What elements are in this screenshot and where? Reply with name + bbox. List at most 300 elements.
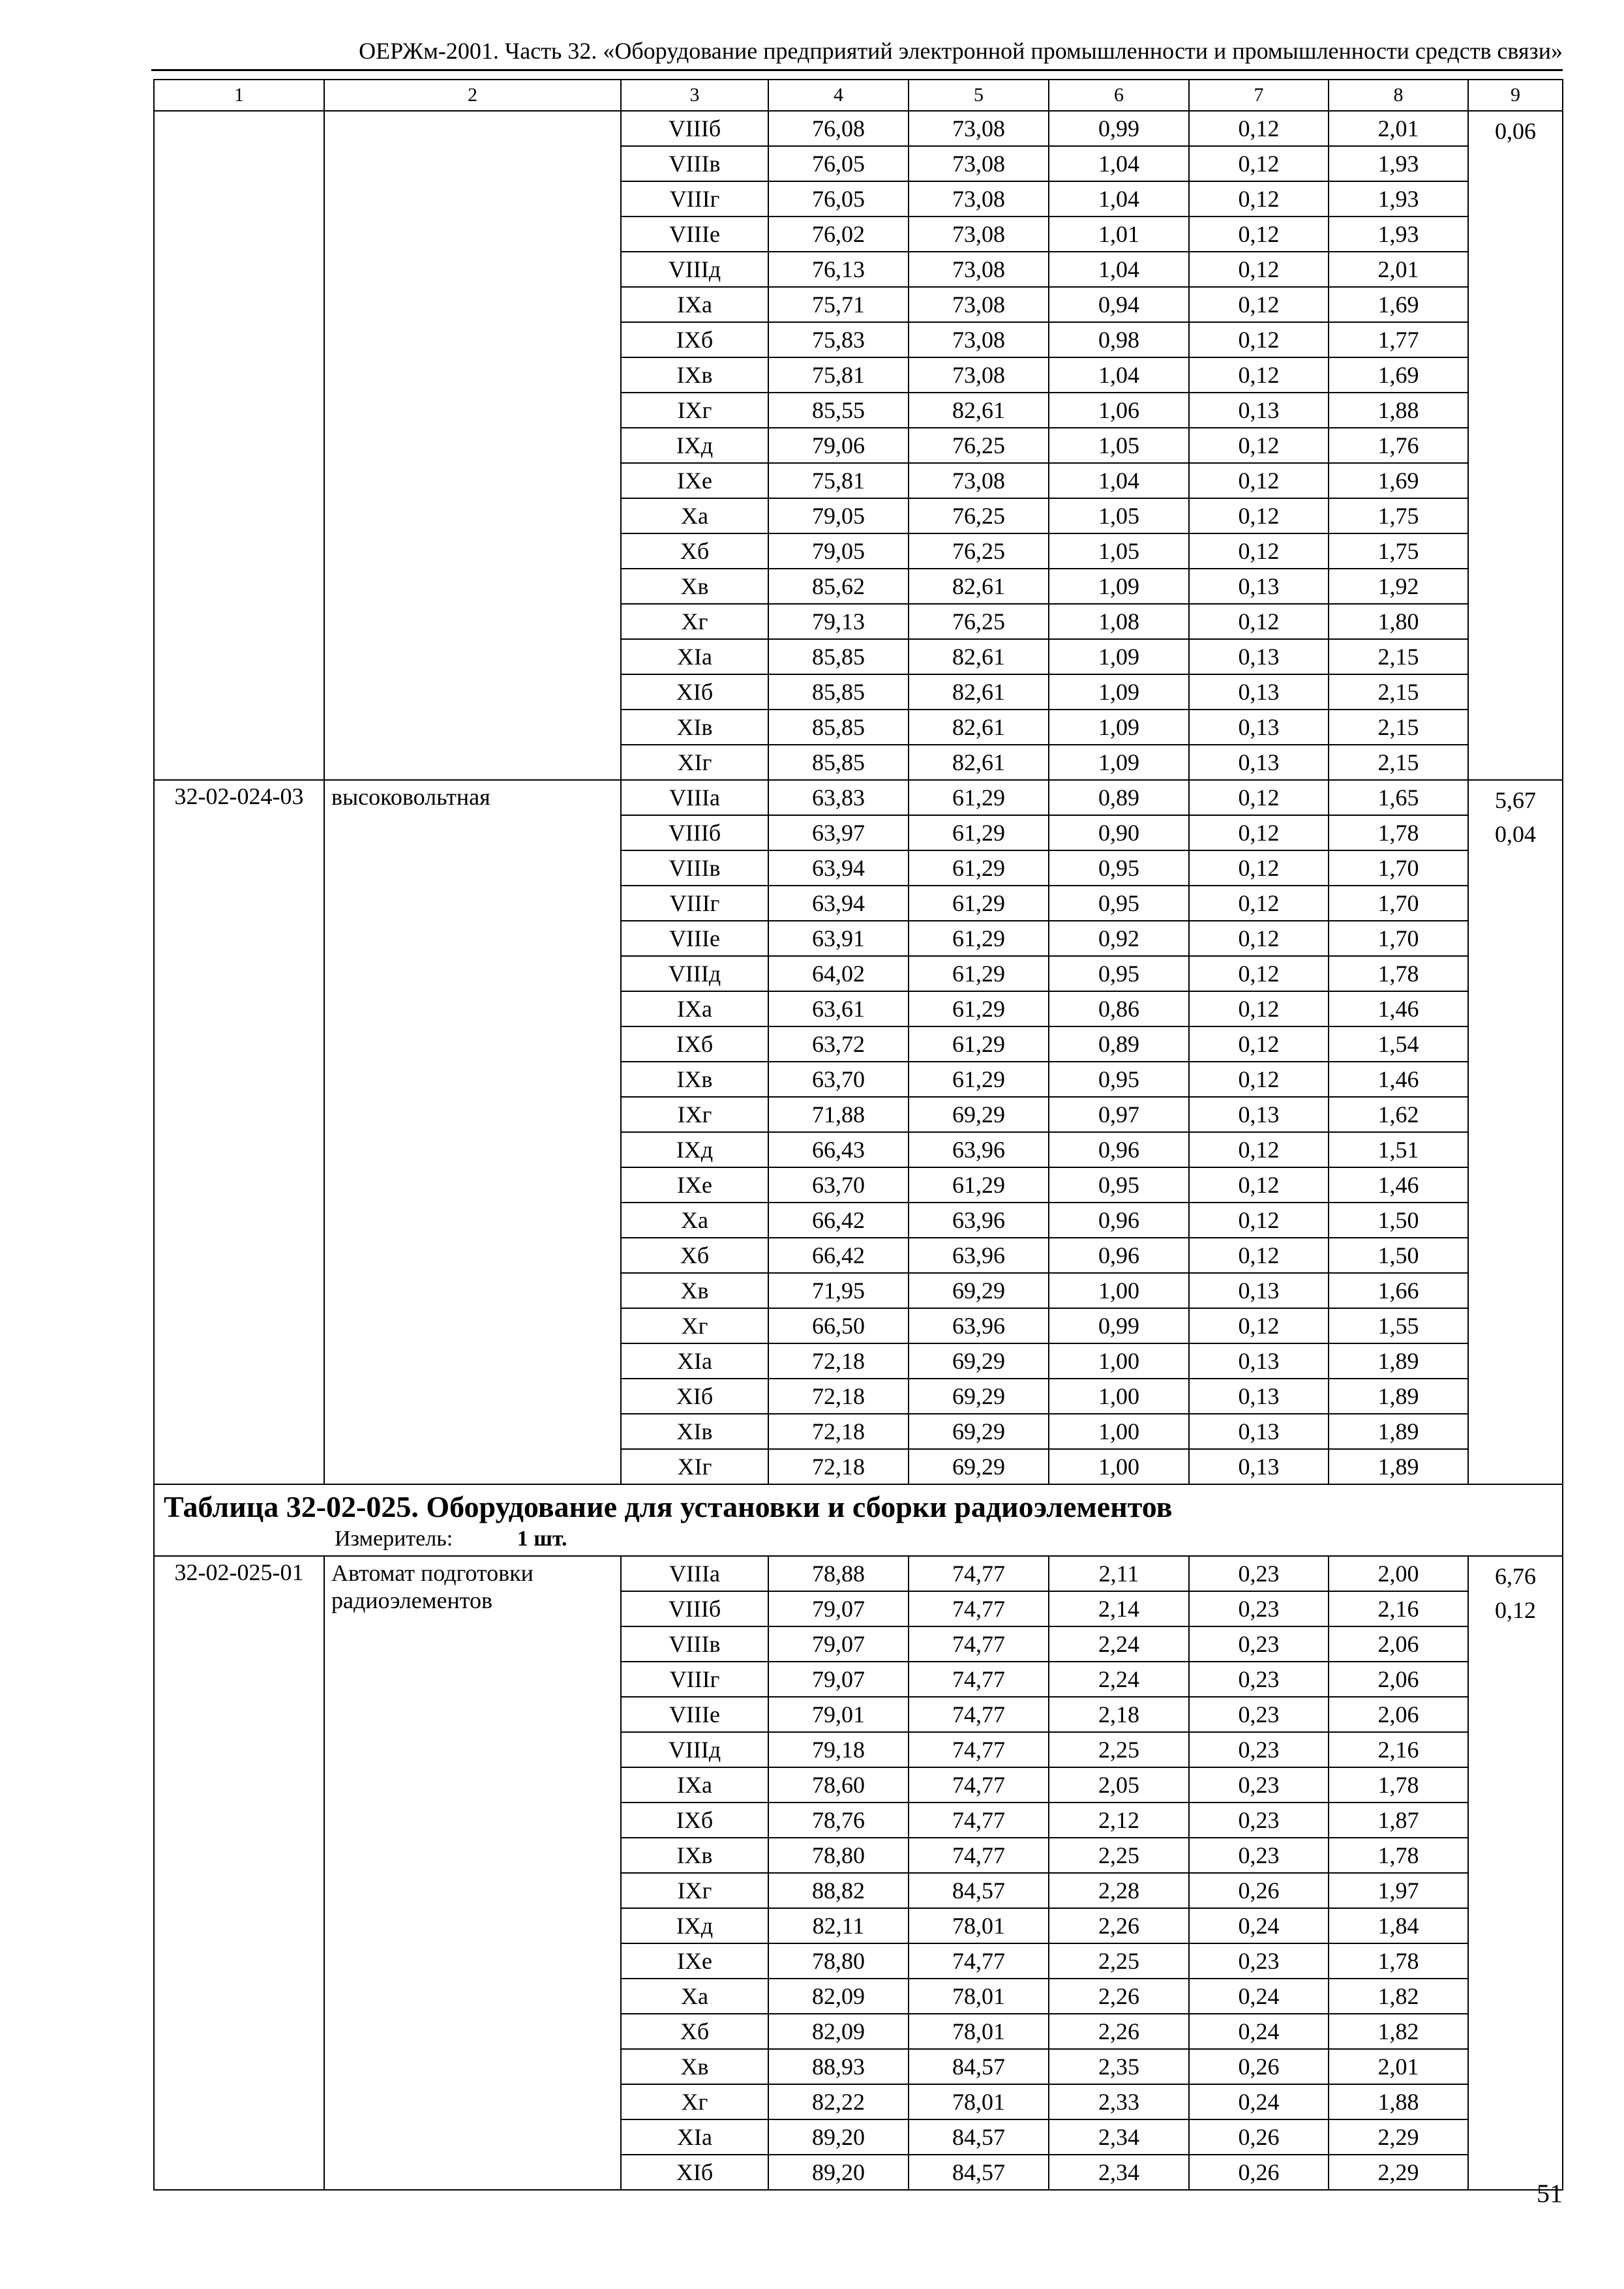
table-cell: 69,29 — [909, 1273, 1049, 1308]
table-cell: VIIIд — [621, 956, 768, 991]
col9-cell — [1468, 1556, 1563, 2190]
table-cell: VIIIе — [621, 921, 768, 956]
table-cell: 0,96 — [1049, 1203, 1189, 1238]
table-cell: 79,07 — [768, 1662, 909, 1697]
table-cell: 1,01 — [1049, 217, 1189, 252]
table-cell: 0,89 — [1049, 1026, 1189, 1062]
table-cell: 1,70 — [1329, 886, 1468, 921]
table-cell: 82,22 — [768, 2084, 909, 2119]
table-cell: 78,76 — [768, 1803, 909, 1838]
table-cell: 1,46 — [1329, 1167, 1468, 1203]
column-number: 5 — [909, 80, 1049, 111]
col9-value: 6,76 — [1495, 1563, 1536, 1589]
table-cell: 0,26 — [1189, 2049, 1329, 2084]
table-cell: 88,82 — [768, 1873, 909, 1908]
table-cell: 72,18 — [768, 1449, 909, 1484]
table-cell: 76,25 — [909, 498, 1049, 533]
table-cell: 2,16 — [1329, 1732, 1468, 1767]
table-cell: 78,01 — [909, 2014, 1049, 2049]
table-cell: 88,93 — [768, 2049, 909, 2084]
table-cell: Xв — [621, 2049, 768, 2084]
table-cell: XIб — [621, 1379, 768, 1414]
table-cell: 1,09 — [1049, 674, 1189, 710]
table-cell: 85,55 — [768, 393, 909, 428]
section-header — [154, 1484, 1563, 1556]
table-cell: 0,23 — [1189, 1803, 1329, 1838]
table-cell: 85,85 — [768, 639, 909, 674]
table-cell: 73,08 — [909, 357, 1049, 393]
table-cell: 63,94 — [768, 886, 909, 921]
table-cell: 82,11 — [768, 1908, 909, 1943]
table-cell: 1,78 — [1329, 815, 1468, 850]
table-cell: 2,34 — [1049, 2155, 1189, 2190]
table-cell: 85,85 — [768, 710, 909, 745]
table-cell: 78,80 — [768, 1943, 909, 1979]
table-cell: 74,77 — [909, 1556, 1049, 1591]
table-cell: 1,04 — [1049, 357, 1189, 393]
table-cell: 0,13 — [1189, 1414, 1329, 1449]
table-cell: 0,23 — [1189, 1838, 1329, 1873]
table-cell: 0,12 — [1189, 1308, 1329, 1343]
table-cell: 2,14 — [1049, 1591, 1189, 1626]
table-cell: Xв — [621, 1273, 768, 1308]
resource-code-cell: 32-02-025-01 — [154, 1556, 324, 2190]
table-cell: VIIIб — [621, 1591, 768, 1626]
table-cell: 61,29 — [909, 1167, 1049, 1203]
table-cell: 74,77 — [909, 1697, 1049, 1732]
table-cell: 0,86 — [1049, 991, 1189, 1026]
table-cell: 1,00 — [1049, 1379, 1189, 1414]
table-cell: VIIIв — [621, 850, 768, 886]
table-cell: 1,70 — [1329, 921, 1468, 956]
table-cell: 0,12 — [1189, 111, 1329, 146]
table-cell: 1,51 — [1329, 1132, 1468, 1167]
table-cell: 78,01 — [909, 2084, 1049, 2119]
table-cell: 82,61 — [909, 569, 1049, 604]
table-cell: 2,29 — [1329, 2155, 1468, 2190]
table-cell: 0,26 — [1189, 2119, 1329, 2155]
table-cell: 73,08 — [909, 146, 1049, 181]
table-cell: 69,29 — [909, 1343, 1049, 1379]
table-row — [154, 111, 1563, 146]
resource-name-cell: Автомат подготовки радиоэлементов — [324, 1556, 621, 2190]
table-cell: XIг — [621, 1449, 768, 1484]
table-cell: 61,29 — [909, 956, 1049, 991]
table-cell: 1,76 — [1329, 428, 1468, 463]
resource-name-cell: высоковольтная — [324, 780, 621, 1484]
table-cell: 2,01 — [1329, 252, 1468, 287]
table-cell: XIа — [621, 2119, 768, 2155]
table-cell: 1,69 — [1329, 357, 1468, 393]
table-cell: 63,83 — [768, 780, 909, 815]
table-cell: IXв — [621, 357, 768, 393]
table-cell: 84,57 — [909, 1873, 1049, 1908]
table-cell: 69,29 — [909, 1449, 1049, 1484]
table-cell: 0,12 — [1189, 991, 1329, 1026]
table-cell: 2,01 — [1329, 2049, 1468, 2084]
table-cell: 78,80 — [768, 1838, 909, 1873]
table-cell: 2,26 — [1049, 1979, 1189, 2014]
table-cell: 71,95 — [768, 1273, 909, 1308]
table-cell: 1,05 — [1049, 533, 1189, 569]
table-cell: 1,09 — [1049, 639, 1189, 674]
table-cell: 2,15 — [1329, 745, 1468, 780]
table-cell: IXе — [621, 1167, 768, 1203]
table-cell: 0,23 — [1189, 1556, 1329, 1591]
table-cell: 2,15 — [1329, 674, 1468, 710]
table-cell: 0,92 — [1049, 921, 1189, 956]
table-cell: 76,13 — [768, 252, 909, 287]
table-cell: Xб — [621, 1238, 768, 1273]
table-cell: VIIIе — [621, 1697, 768, 1732]
table-cell: 0,95 — [1049, 850, 1189, 886]
column-number: 2 — [324, 80, 621, 111]
table-cell: 75,83 — [768, 322, 909, 357]
table-cell: 61,29 — [909, 850, 1049, 886]
table-cell: 0,98 — [1049, 322, 1189, 357]
table-cell: 78,01 — [909, 1908, 1049, 1943]
table-cell: 0,94 — [1049, 287, 1189, 322]
table-cell: IXд — [621, 1908, 768, 1943]
column-number: 6 — [1049, 80, 1189, 111]
table-cell: 1,00 — [1049, 1273, 1189, 1308]
table-cell: 0,97 — [1049, 1097, 1189, 1132]
table-cell: 89,20 — [768, 2155, 909, 2190]
table-cell: 82,09 — [768, 2014, 909, 2049]
table-cell: 73,08 — [909, 463, 1049, 498]
table-cell: 2,15 — [1329, 710, 1468, 745]
table-cell: 2,06 — [1329, 1662, 1468, 1697]
table-cell: 0,12 — [1189, 428, 1329, 463]
table-cell: XIб — [621, 2155, 768, 2190]
table-cell: 1,89 — [1329, 1414, 1468, 1449]
table-cell: 63,97 — [768, 815, 909, 850]
table-cell: IXа — [621, 991, 768, 1026]
table-cell: 74,77 — [909, 1662, 1049, 1697]
table-cell: VIIIд — [621, 1732, 768, 1767]
table-cell: 1,09 — [1049, 745, 1189, 780]
table-cell: 0,12 — [1189, 1062, 1329, 1097]
table-cell: 0,12 — [1189, 1203, 1329, 1238]
table-cell: VIIIб — [621, 111, 768, 146]
table-cell: 72,18 — [768, 1379, 909, 1414]
resource-code-cell — [154, 111, 324, 780]
table-cell: 84,57 — [909, 2119, 1049, 2155]
table-cell: XIб — [621, 674, 768, 710]
table-cell: 61,29 — [909, 1026, 1049, 1062]
table-cell: 0,12 — [1189, 1238, 1329, 1273]
table-cell: 2,25 — [1049, 1732, 1189, 1767]
table-cell: 0,23 — [1189, 1943, 1329, 1979]
table-cell: 1,93 — [1329, 146, 1468, 181]
table-cell: IXв — [621, 1062, 768, 1097]
table-cell: 78,60 — [768, 1767, 909, 1803]
table-cell: 0,12 — [1189, 1167, 1329, 1203]
table-cell: 79,06 — [768, 428, 909, 463]
table-row — [154, 1556, 1563, 1591]
table-cell: 74,77 — [909, 1732, 1049, 1767]
table-cell: 2,12 — [1049, 1803, 1189, 1838]
table-cell: 0,99 — [1049, 1308, 1189, 1343]
table-cell: 61,29 — [909, 921, 1049, 956]
table-cell: 74,77 — [909, 1803, 1049, 1838]
table-cell: IXв — [621, 1838, 768, 1873]
table-cell: 63,61 — [768, 991, 909, 1026]
section-title: Таблица 32-02-025. Оборудование для установки и сборки радиоэлементов — [164, 1490, 1173, 1523]
table-cell: 0,95 — [1049, 1167, 1189, 1203]
meter-label: Измеритель: — [335, 1527, 453, 1551]
table-cell: 76,25 — [909, 604, 1049, 639]
table-cell: IXг — [621, 1097, 768, 1132]
col9-value: 0,04 — [1495, 821, 1536, 847]
table-cell: 79,07 — [768, 1626, 909, 1662]
table-cell: 1,69 — [1329, 287, 1468, 322]
table-cell: 0,12 — [1189, 886, 1329, 921]
table-cell: 2,28 — [1049, 1873, 1189, 1908]
table-cell: 61,29 — [909, 991, 1049, 1026]
table-cell: XIа — [621, 639, 768, 674]
table-cell: Xа — [621, 1979, 768, 2014]
table-cell: 2,25 — [1049, 1943, 1189, 1979]
table-cell: 63,94 — [768, 850, 909, 886]
table-cell: 82,61 — [909, 710, 1049, 745]
table-cell: 0,12 — [1189, 217, 1329, 252]
table-cell: 1,65 — [1329, 780, 1468, 815]
table-cell: 0,13 — [1189, 1449, 1329, 1484]
table-cell: XIв — [621, 1414, 768, 1449]
table-cell: VIIIа — [621, 1556, 768, 1591]
table-cell: 0,99 — [1049, 111, 1189, 146]
table-cell: 1,88 — [1329, 393, 1468, 428]
table-cell: 74,77 — [909, 1591, 1049, 1626]
table-cell: 1,82 — [1329, 2014, 1468, 2049]
table-cell: 2,24 — [1049, 1662, 1189, 1697]
table-cell: 0,12 — [1189, 357, 1329, 393]
table-cell: 0,13 — [1189, 639, 1329, 674]
table-cell: 76,02 — [768, 217, 909, 252]
table-cell: 2,29 — [1329, 2119, 1468, 2155]
table-cell: 2,24 — [1049, 1626, 1189, 1662]
meter-value: 1 шт. — [517, 1527, 567, 1551]
column-number: 3 — [621, 80, 768, 111]
table-cell: 2,01 — [1329, 111, 1468, 146]
section-heading-cell — [154, 1484, 1563, 1556]
table-cell: 0,13 — [1189, 710, 1329, 745]
table-cell: 1,54 — [1329, 1026, 1468, 1062]
table-cell: 75,71 — [768, 287, 909, 322]
table-cell: 0,12 — [1189, 322, 1329, 357]
table-cell: 0,90 — [1049, 815, 1189, 850]
table-cell: 1,09 — [1049, 710, 1189, 745]
table-cell: 0,12 — [1189, 181, 1329, 217]
table-cell: 1,00 — [1049, 1449, 1189, 1484]
table-cell: 0,12 — [1189, 956, 1329, 991]
table-cell: 1,80 — [1329, 604, 1468, 639]
table-cell: 1,89 — [1329, 1379, 1468, 1414]
table-cell: 66,43 — [768, 1132, 909, 1167]
table-cell: 74,77 — [909, 1838, 1049, 1873]
table-cell: 2,15 — [1329, 639, 1468, 674]
table-cell: 79,13 — [768, 604, 909, 639]
table-cell: 1,88 — [1329, 2084, 1468, 2119]
table-cell: 69,29 — [909, 1379, 1049, 1414]
column-number: 8 — [1329, 80, 1468, 111]
table-cell: 0,13 — [1189, 393, 1329, 428]
table-cell: Xб — [621, 533, 768, 569]
table-cell: 0,23 — [1189, 1626, 1329, 1662]
table-cell: 1,50 — [1329, 1203, 1468, 1238]
table-cell: 0,24 — [1189, 1908, 1329, 1943]
table-cell: 2,06 — [1329, 1626, 1468, 1662]
table-cell: 0,24 — [1189, 1979, 1329, 2014]
table-cell: 1,04 — [1049, 181, 1189, 217]
table-cell: 1,69 — [1329, 463, 1468, 498]
table-cell: 61,29 — [909, 780, 1049, 815]
table-cell: 63,96 — [909, 1132, 1049, 1167]
table-cell: 63,96 — [909, 1203, 1049, 1238]
table-cell: 1,78 — [1329, 956, 1468, 991]
table-cell: 74,77 — [909, 1767, 1049, 1803]
table-cell: 0,13 — [1189, 1273, 1329, 1308]
table-cell: XIа — [621, 1343, 768, 1379]
table-cell: 2,33 — [1049, 2084, 1189, 2119]
table-cell: 74,77 — [909, 1626, 1049, 1662]
table-cell: 2,26 — [1049, 2014, 1189, 2049]
table-cell: 0,89 — [1049, 780, 1189, 815]
table-cell: 0,12 — [1189, 850, 1329, 886]
table-cell: 76,08 — [768, 111, 909, 146]
table-cell: 78,01 — [909, 1979, 1049, 2014]
resource-code-cell: 32-02-024-03 — [154, 780, 324, 1484]
table-cell: 0,12 — [1189, 1026, 1329, 1062]
table-cell: 76,25 — [909, 533, 1049, 569]
table-cell: 2,18 — [1049, 1697, 1189, 1732]
table-cell: IXб — [621, 322, 768, 357]
table-cell: 0,13 — [1189, 745, 1329, 780]
table-cell: XIв — [621, 710, 768, 745]
table-cell: Xа — [621, 498, 768, 533]
table-cell: 78,88 — [768, 1556, 909, 1591]
table-cell: 63,72 — [768, 1026, 909, 1062]
table-cell: 63,96 — [909, 1238, 1049, 1273]
table-cell: 61,29 — [909, 1062, 1049, 1097]
table-cell: IXд — [621, 1132, 768, 1167]
table-cell: 0,13 — [1189, 1343, 1329, 1379]
table-cell: 82,61 — [909, 393, 1049, 428]
table-cell: 0,26 — [1189, 1873, 1329, 1908]
table-cell: 1,97 — [1329, 1873, 1468, 1908]
table-cell: IXб — [621, 1803, 768, 1838]
table-cell: 1,78 — [1329, 1838, 1468, 1873]
table-cell: 0,96 — [1049, 1132, 1189, 1167]
table-cell: 1,05 — [1049, 428, 1189, 463]
table-cell: 72,18 — [768, 1414, 909, 1449]
table-cell: IXб — [621, 1026, 768, 1062]
table-cell: 0,95 — [1049, 886, 1189, 921]
table-cell: 1,04 — [1049, 463, 1189, 498]
table-cell: 1,89 — [1329, 1343, 1468, 1379]
table-cell: IXг — [621, 1873, 768, 1908]
table-cell: 73,08 — [909, 217, 1049, 252]
table-cell: 0,12 — [1189, 498, 1329, 533]
table-cell: 2,00 — [1329, 1556, 1468, 1591]
table-body-top — [154, 80, 1563, 1484]
table-cell: 0,13 — [1189, 1379, 1329, 1414]
table-cell: 73,08 — [909, 322, 1049, 357]
table-cell: 75,81 — [768, 357, 909, 393]
table-cell: 61,29 — [909, 886, 1049, 921]
column-number: 9 — [1468, 80, 1563, 111]
table-cell: 0,12 — [1189, 604, 1329, 639]
table-cell: 1,93 — [1329, 217, 1468, 252]
table-cell: 2,05 — [1049, 1767, 1189, 1803]
table-cell: 0,12 — [1189, 1132, 1329, 1167]
table-cell: 84,57 — [909, 2155, 1049, 2190]
table-cell: 1,46 — [1329, 991, 1468, 1026]
table-cell: 0,23 — [1189, 1732, 1329, 1767]
table-cell: 1,87 — [1329, 1803, 1468, 1838]
table-cell: 0,12 — [1189, 533, 1329, 569]
table-cell: 1,70 — [1329, 850, 1468, 886]
table-cell: VIIIд — [621, 252, 768, 287]
table-cell: 1,04 — [1049, 146, 1189, 181]
table-cell: 2,25 — [1049, 1838, 1189, 1873]
table-cell: 0,23 — [1189, 1697, 1329, 1732]
table-cell: 2,35 — [1049, 2049, 1189, 2084]
table-cell: 79,18 — [768, 1732, 909, 1767]
table-cell: 71,88 — [768, 1097, 909, 1132]
table-cell: IXа — [621, 287, 768, 322]
table-cell: 1,92 — [1329, 569, 1468, 604]
table-cell: XIг — [621, 745, 768, 780]
table-cell: 2,26 — [1049, 1908, 1189, 1943]
table-cell: 76,25 — [909, 428, 1049, 463]
table-cell: 0,12 — [1189, 146, 1329, 181]
table-cell: VIIIг — [621, 181, 768, 217]
table-cell: 1,82 — [1329, 1979, 1468, 2014]
table-cell: 0,12 — [1189, 815, 1329, 850]
table-cell: IXе — [621, 1943, 768, 1979]
table-cell: 85,85 — [768, 674, 909, 710]
table-cell: 0,12 — [1189, 921, 1329, 956]
table-cell: 76,05 — [768, 181, 909, 217]
table-cell: 0,95 — [1049, 956, 1189, 991]
column-number: 1 — [154, 80, 324, 111]
table-cell: 1,00 — [1049, 1414, 1189, 1449]
table-cell: 73,08 — [909, 111, 1049, 146]
table-cell: IXд — [621, 428, 768, 463]
table-cell: 84,57 — [909, 2049, 1049, 2084]
resource-name-cell — [324, 111, 621, 780]
running-header: ОЕРЖм-2001. Часть 32. «Оборудование предприятий электронной промышленности и промышленности средств связи» — [151, 37, 1563, 71]
table-cell: 1,89 — [1329, 1449, 1468, 1484]
table-cell: 0,23 — [1189, 1767, 1329, 1803]
table-cell: 1,77 — [1329, 322, 1468, 357]
table-cell: VIIIб — [621, 815, 768, 850]
table-cell: 0,12 — [1189, 463, 1329, 498]
table-cell: 1,75 — [1329, 533, 1468, 569]
table-cell: VIIIв — [621, 1626, 768, 1662]
table-cell: 1,78 — [1329, 1767, 1468, 1803]
table-cell: 2,34 — [1049, 2119, 1189, 2155]
table-cell: 0,12 — [1189, 780, 1329, 815]
table-cell: 1,50 — [1329, 1238, 1468, 1273]
table-cell: 0,24 — [1189, 2014, 1329, 2049]
table-cell: 0,13 — [1189, 569, 1329, 604]
table-cell: VIIIе — [621, 217, 768, 252]
table-cell: 1,05 — [1049, 498, 1189, 533]
table-cell: 63,70 — [768, 1062, 909, 1097]
